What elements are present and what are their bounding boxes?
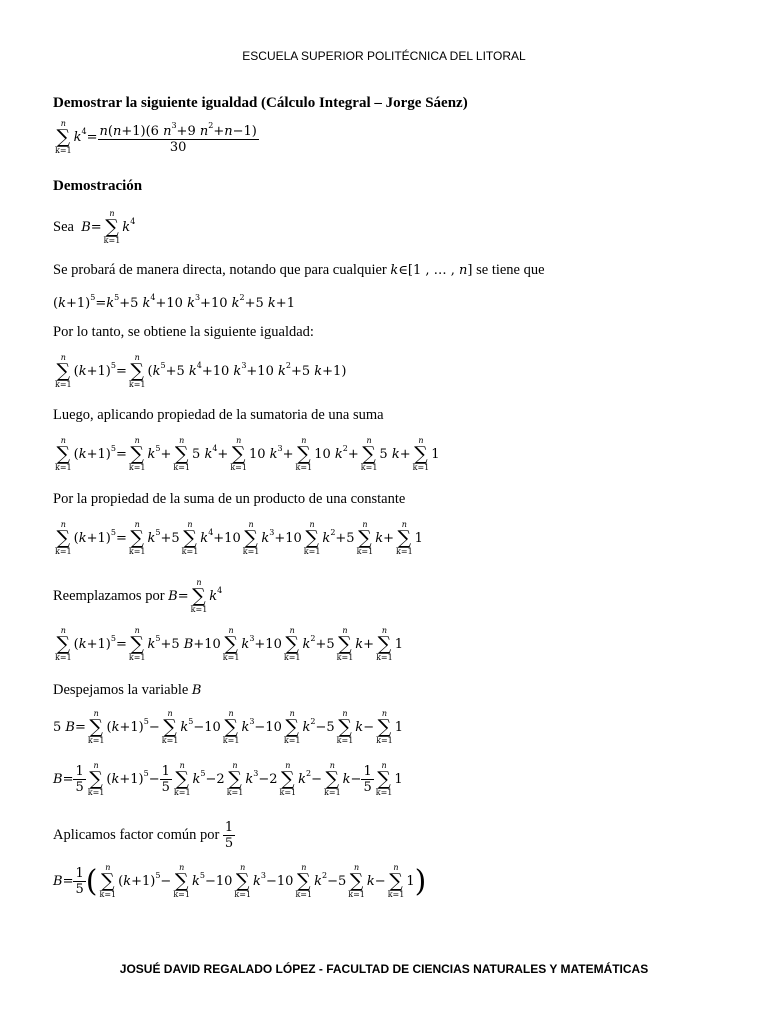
paragraph-2: Por lo tanto, se obtiene la siguiente igualdad: xyxy=(53,324,314,340)
equation-factored: B= $\frac{1}{5}$ ( n ∑ k=1 $(k+1)^5-$ n ∑ k=1 $k^5-10$ n ∑ k=1 $k^3-10$ n ∑ k=1 $k^2-5$ n ∑ k=1 k− n ∑ k=1 1) xyxy=(53,863,427,899)
equation-sum-split: n ∑ k=1 $(k+1)^5=$ n ∑ k=1 $k^5+$ n ∑ k=1 5 $k^4+$ n ∑ k=1 10 $k^3+$ n ∑ k=1 10 $k^2+$ n ∑ k=1 5 k+ n ∑ k=1 1 xyxy=(55,436,440,472)
equation-sum-expansion: n ∑ k=1 $(k+1)^5=$ n ∑ k=1 ($k^5+5$ $k^4+10$ $k^3+10$ $k^2+5$ k+1) xyxy=(55,353,347,389)
equation-constants-out: n ∑ k=1 $(k+1)^5=$ n ∑ k=1 $k^5+5$ n ∑ k=1 $k^4+10$ n ∑ k=1 $k^3+10$ n ∑ k=1 $k^2+5$ n ∑ k=1 k+ n ∑ k=1 1 xyxy=(55,520,423,556)
page-header: ESCUELA SUPERIOR POLITÉCNICA DEL LITORAL xyxy=(242,49,526,63)
paragraph-4: Por la propiedad de la suma de un producto de una constante xyxy=(53,491,406,507)
equation-b-isolated: B= $\frac{1}{5}$ n ∑ k=1 $(k+1)^5-$ $\frac{1}{5}$ n ∑ k=1 $k^5-2$ n ∑ k=1 $k^3-2$ n ∑ k=1 $k^2-$ n ∑ k=1 k− $\frac{1}{5}$ n ∑ k=1 1 xyxy=(53,761,403,797)
demo-heading: Demostración xyxy=(53,178,143,194)
equation-identity: n ∑ k=1 $k^4=$ $\frac{n(n+1)(6 n^3+9 n^2+n-1)}{30}$ xyxy=(55,119,257,155)
page-footer: JOSUÉ DAVID REGALADO LÓPEZ - FACULTAD DE CIENCIAS NATURALES Y MATEMÁTICAS xyxy=(119,962,649,976)
paragraph-5: Reemplazamos por B= n ∑ k=1 $k^4$ xyxy=(53,578,223,614)
paragraph-1: Se probará de manera directa, notando que para cualquier k∈[1 , … , n] se tiene que xyxy=(53,262,545,278)
paragraph-6: Despejamos la variable B xyxy=(53,682,202,698)
paragraph-3: Luego, aplicando propiedad de la sumatoria de una suma xyxy=(53,407,384,423)
definition-line: Sea B= n ∑ k=1 $k^4$ xyxy=(53,209,136,245)
title-heading: Demostrar la siguiente igualdad (Cálculo Integral – Jorge Sáenz) xyxy=(53,95,468,111)
equation-binomial: $(k+1)^5=k^5+5$ $k^4+10$ $k^3+10$ $k^2+5$ k+1 xyxy=(53,293,295,311)
equation-5b: 5 B= n ∑ k=1 $(k+1)^5-$ n ∑ k=1 $k^5-10$ n ∑ k=1 $k^3-10$ n ∑ k=1 $k^2-5$ n ∑ k=1 k− n ∑ k=1 1 xyxy=(53,709,404,745)
paragraph-7: Aplicamos factor común por $\frac{1}{5}$ xyxy=(53,820,234,851)
equation-substitute-b: n ∑ k=1 $(k+1)^5=$ n ∑ k=1 $k^5+5$ B+10 n ∑ k=1 $k^3+10$ n ∑ k=1 $k^2+5$ n ∑ k=1 k+ n ∑ k=1 1 xyxy=(55,626,403,662)
